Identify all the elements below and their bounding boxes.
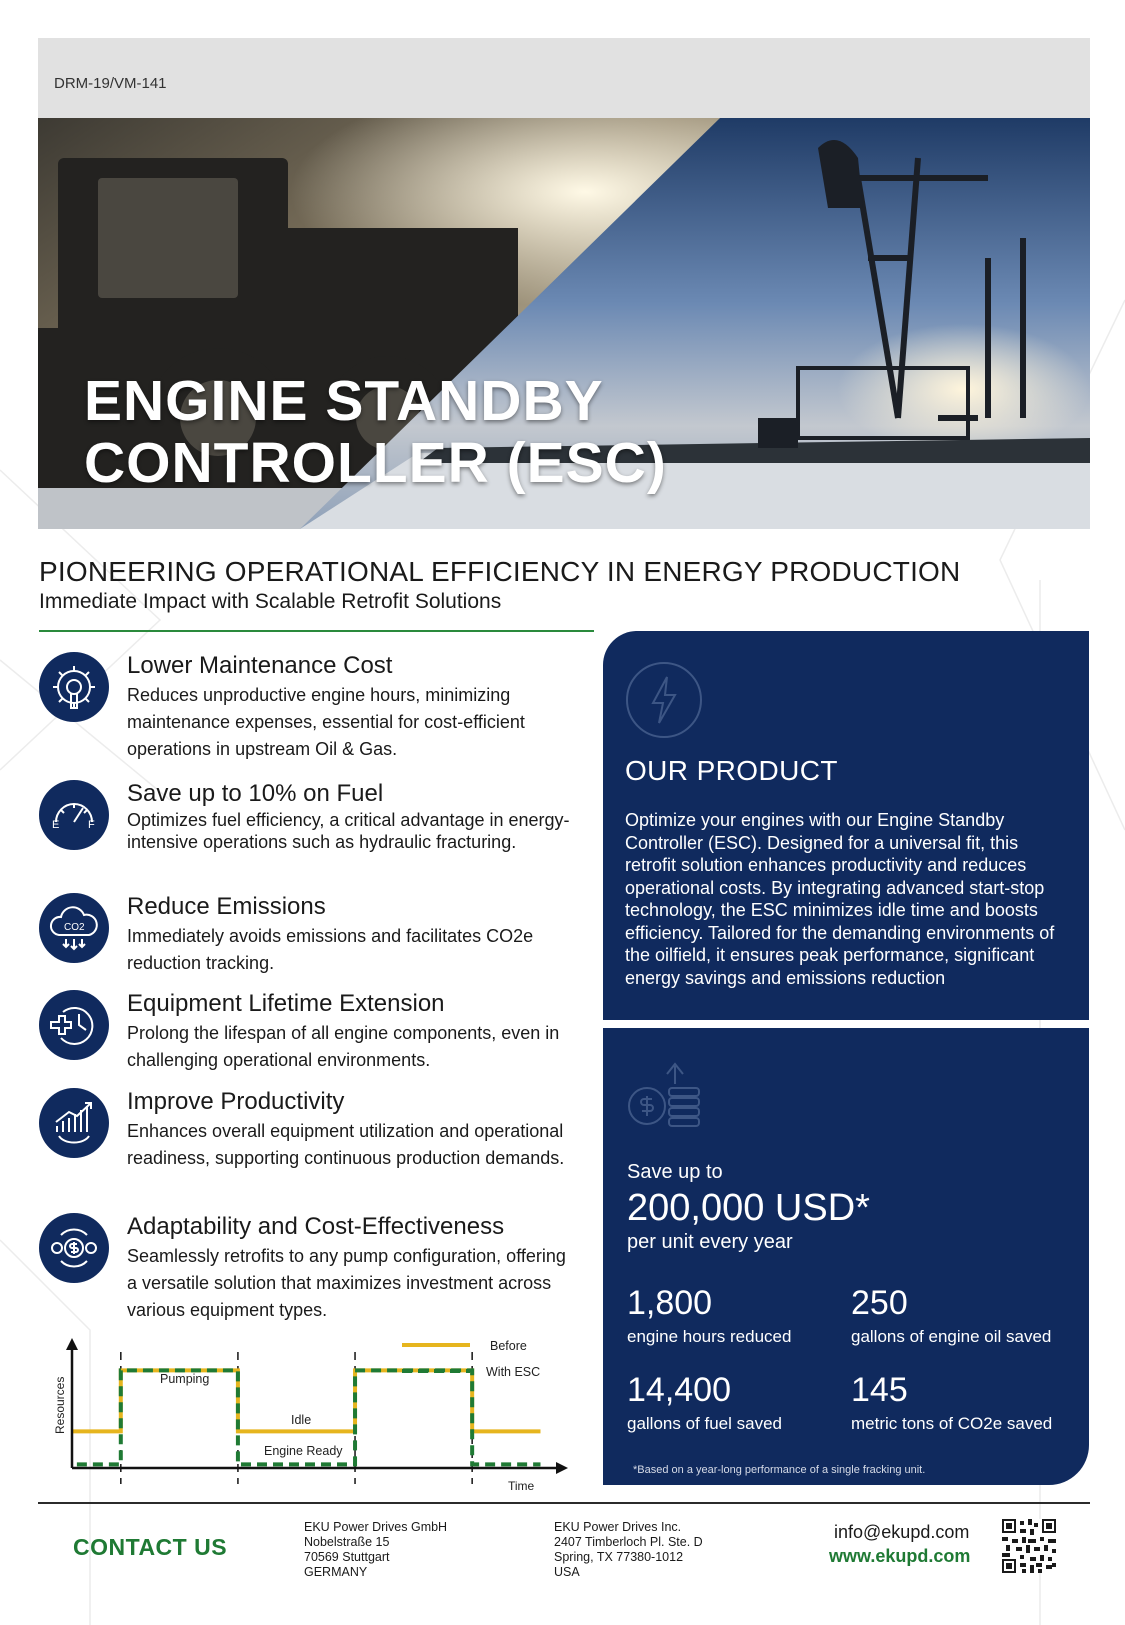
legend-label-before: Before <box>490 1339 527 1353</box>
x-axis-label: Time <box>508 1479 535 1493</box>
stat-label: metric tons of CO2e saved <box>851 1414 1053 1433</box>
hero-title-line1: ENGINE STANDBY <box>84 369 604 433</box>
legend-label-with-esc: With ESC <box>486 1365 541 1379</box>
header-bar <box>38 38 1090 118</box>
y-axis-label: Resources <box>53 1376 67 1434</box>
product-description: Optimize your engines with our Engine Standby Controller (ESC). Designed for a universal fit, this retrofit solution enhances productivity and reduces operational costs. By integrating advanced start-stop technology, the ESC minimizes idle time and boosts efficiency. Tailored for the demanding environments of the oilfield, it ensures peak performance, significant energy savings and emissions reduction <box>625 810 1055 988</box>
chart-gear-icon <box>39 1088 109 1158</box>
feature-title: Equipment Lifetime Extension <box>127 990 445 1017</box>
footer-divider <box>38 1502 1090 1504</box>
lightning-icon <box>625 661 703 739</box>
address-line: EKU Power Drives Inc. <box>554 1520 682 1534</box>
address-line: 70569 Stuttgart <box>304 1550 390 1564</box>
annotation-pumping: Pumping <box>160 1372 210 1386</box>
co2-cloud-icon <box>39 893 109 963</box>
x-axis-arrow <box>556 1462 568 1474</box>
address-line: Nobelstraße 15 <box>304 1535 390 1549</box>
address-germany <box>304 1520 447 1580</box>
wrench-gear-icon <box>39 652 109 722</box>
gauge-empty-label: E <box>52 819 60 831</box>
feature-title: Adaptability and Cost-Effectiveness <box>127 1213 505 1240</box>
address-line: Spring, TX 77380-1012 <box>554 1550 684 1564</box>
savings-intro: Save up to <box>627 1161 723 1183</box>
document-code: DRM-19/VM-141 <box>54 75 167 92</box>
co2-label: CO2 <box>64 922 85 933</box>
feature-title: Save up to 10% on Fuel <box>127 780 384 807</box>
feature-desc: Prolong the lifespan of all engine components, even in challenging operational environments. <box>127 1023 560 1070</box>
stat-value: 14,400 <box>627 1371 731 1409</box>
y-axis-arrow <box>66 1338 78 1350</box>
gauge-full-label: F <box>88 819 95 831</box>
address-line: GERMANY <box>304 1565 368 1579</box>
address-line: USA <box>554 1565 580 1579</box>
subheadline: Immediate Impact with Scalable Retrofit Solutions <box>39 590 502 613</box>
stat-engine-oil <box>851 1284 1051 1347</box>
feature-desc: Immediately avoids emissions and facilitates CO2e reduction tracking. <box>127 926 534 973</box>
coins-growth-icon <box>625 1054 705 1134</box>
stat-value: 145 <box>851 1371 908 1409</box>
feature-desc: Enhances overall equipment utilization and operational readiness, supporting continuous production demands. <box>127 1121 565 1168</box>
feature-title: Improve Productivity <box>127 1088 345 1115</box>
address-line: 2407 Timberloch Pl. Ste. D <box>554 1535 703 1549</box>
annotation-idle: Idle <box>291 1413 312 1427</box>
stat-label: gallons of fuel saved <box>627 1414 782 1433</box>
feature-desc: Seamlessly retrofits to any pump configuration, offering a versatile solution that maximizes investment across various equipment types. <box>127 1246 566 1320</box>
feature-desc: Reduces unproductive engine hours, minimizing maintenance expenses, essential for cost-efficient operations in upstream Oil & Gas. <box>127 685 525 759</box>
hero-title-line2: CONTROLLER (ESC) <box>84 431 667 495</box>
contact-us-heading: CONTACT US <box>73 1534 228 1560</box>
stat-value: 250 <box>851 1284 908 1322</box>
hero-title <box>84 370 667 494</box>
feature-desc: Optimizes fuel efficiency, a critical advantage in energy-intensive operations such as hydraulic fracturing. <box>127 810 570 852</box>
fuel-gauge-icon <box>39 780 109 850</box>
qr-code-icon[interactable] <box>1002 1519 1056 1573</box>
website-link[interactable]: www.ekupd.com <box>829 1546 971 1566</box>
stat-fuel <box>627 1371 782 1434</box>
stat-label: gallons of engine oil saved <box>851 1327 1052 1346</box>
hero-banner <box>38 118 1090 529</box>
annotation-engine-ready: Engine Ready <box>264 1444 343 1458</box>
stat-engine-hours <box>627 1284 791 1347</box>
savings-period: per unit every year <box>627 1231 793 1253</box>
feature-title: Lower Maintenance Cost <box>127 652 393 679</box>
address-line: EKU Power Drives GmbH <box>304 1520 448 1534</box>
address-usa <box>554 1520 703 1580</box>
feature-title: Reduce Emissions <box>127 893 326 920</box>
stat-label: engine hours reduced <box>627 1327 792 1346</box>
product-title: OUR PRODUCT <box>625 755 838 786</box>
clock-plus-icon <box>39 990 109 1060</box>
stat-co2e <box>851 1371 1052 1434</box>
green-divider <box>39 630 594 632</box>
esc-comparison-chart <box>50 1338 580 1498</box>
savings-footnote: *Based on a year-long performance of a single fracking unit. <box>633 1464 926 1476</box>
dollar-gears-icon <box>39 1213 109 1283</box>
savings-panel <box>603 1028 1089 1485</box>
stat-value: 1,800 <box>627 1284 713 1322</box>
savings-amount: 200,000 USD* <box>627 1187 870 1229</box>
product-panel <box>603 631 1089 1020</box>
contact-email-link[interactable]: info@ekupd.com <box>834 1522 970 1542</box>
headline: PIONEERING OPERATIONAL EFFICIENCY IN ENERGY PRODUCTION <box>39 556 961 587</box>
